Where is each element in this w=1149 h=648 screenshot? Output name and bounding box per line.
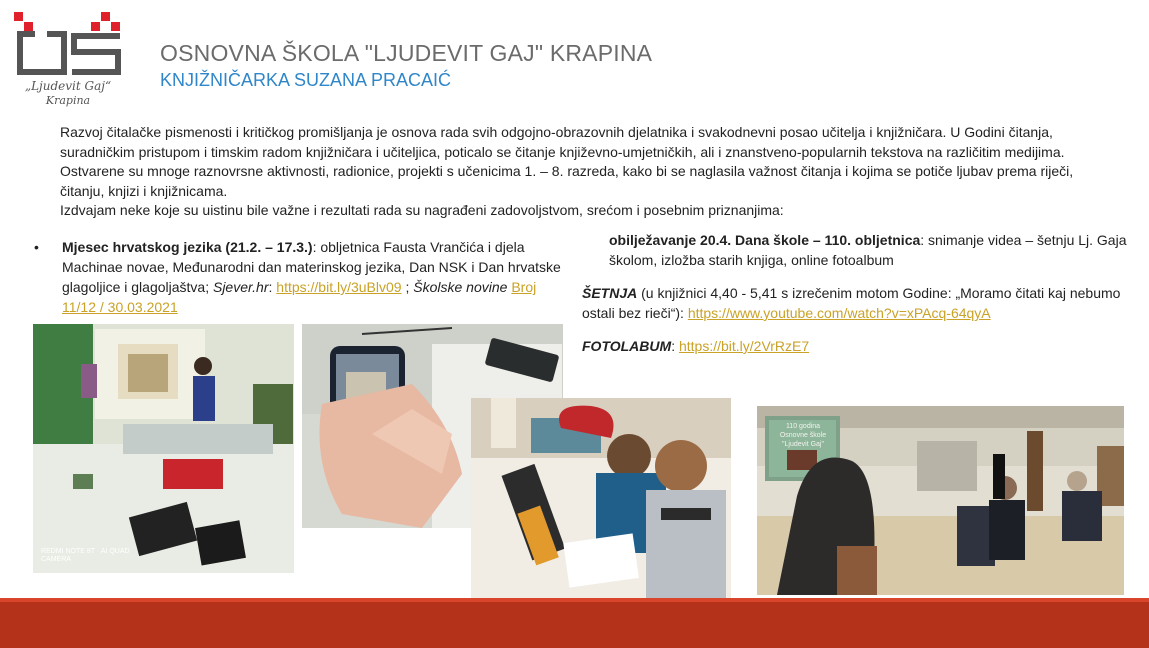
source-skolske-novine: Školske novine bbox=[413, 279, 508, 295]
link-youtube[interactable]: https://www.youtube.com/watch?v=xPAcq-64qyA bbox=[687, 305, 991, 321]
dan-skole-text: : snimanje videa – šetnju Lj. Gaja školom, izložba starih knjiga, online fotoalbum bbox=[609, 232, 1127, 268]
bullet-marker: • bbox=[34, 239, 39, 255]
setnja-heading: ŠETNJA bbox=[582, 285, 638, 301]
page-subtitle: KNJIŽNIČARKA SUZANA PRACAIĆ bbox=[160, 70, 452, 90]
link-fotoalbum[interactable]: https://bit.ly/2VrRzE7 bbox=[678, 338, 810, 354]
photo-classroom-presentation bbox=[33, 324, 294, 573]
hall-screen-text: 110 godina Osnovne škole "Ljudevit Gaj" bbox=[779, 423, 827, 448]
link-sjever[interactable]: https://bit.ly/3uBlv09 bbox=[276, 279, 402, 295]
intro-paragraph-1: Razvoj čitalačke pismenosti i kritičkog promišljanja je osnova rada svih odgojno-obrazovnih djelatnika i svakodnevni posao učitelja i knjižničara. U Godini čitanja, suradničkim pristupom i timskim radom knjižničara i učiteljica, poticalo se čitanje književno-umjetničkih, ali i znanstveno-popularnih tekstova na različitim medijima. Ostvarene su mnoge raznovrsne aktivnosti, radionice, projekti s učenicima 1. – 8. razreda, kako bi se naglasila važnost čitanja i kojima se potiče ljubav prema riječi, čitanju, knjizi i knjižnicama. bbox=[60, 124, 1074, 199]
right-column bbox=[582, 230, 1127, 356]
intro-text bbox=[60, 123, 1090, 221]
photo-watermark: REDMI NOTE 8T · AI QUAD CAMERA bbox=[41, 548, 130, 563]
dan-skole-paragraph bbox=[582, 230, 1127, 270]
photo-students-tablets bbox=[471, 398, 731, 601]
school-logo bbox=[8, 10, 128, 108]
page-title: OSNOVNA ŠKOLA "LJUDEVIT GAJ" KRAPINA bbox=[160, 40, 653, 66]
footer-bar bbox=[0, 598, 1149, 648]
svg-text:Krapina: Krapina bbox=[45, 94, 91, 107]
fotoalbum-paragraph bbox=[582, 336, 1127, 356]
svg-text:„Ljudevit Gaj“: „Ljudevit Gaj“ bbox=[24, 79, 112, 93]
source-sjever: Sjever.hr bbox=[212, 279, 269, 295]
separator: ; bbox=[401, 279, 414, 295]
footer-accent-line bbox=[0, 598, 1149, 602]
photo-school-hall-event bbox=[757, 406, 1124, 595]
dan-skole-heading: obilježavanje 20.4. Dana škole – 110. obljetnica bbox=[609, 232, 921, 248]
setnja-text: (u knjižnici 4,40 - 5,41 s izrečenim motom Godine: „Moramo čitati kaj nebumo ostali bez rieči“): bbox=[582, 285, 1121, 321]
bullet-heading: Mjesec hrvatskog jezika (21.2. – 17.3.) bbox=[62, 239, 313, 255]
separator: : bbox=[671, 338, 679, 354]
separator: : bbox=[268, 279, 277, 295]
bullet-mjesec-jezika bbox=[34, 237, 574, 317]
fotoalbum-heading: FOTOLABUM bbox=[582, 338, 672, 354]
intro-paragraph-2: Izdvajam neke koje su uistinu bile važne i rezultati rada su nagrađeni zadovoljstvom, srećom i posebnim priznanjima: bbox=[60, 202, 784, 218]
bullet-text: : obljetnica Fausta Vrančića i djela Machinae novae, Međunarodni dan materinskog jezika, Dan NSK i Dan hrvatske glagoljice i glagoljaštva; bbox=[62, 239, 561, 295]
link-skolske-novine[interactable]: Broj 11/12 / 30.03.2021 bbox=[62, 279, 537, 315]
setnja-paragraph bbox=[582, 283, 1127, 323]
